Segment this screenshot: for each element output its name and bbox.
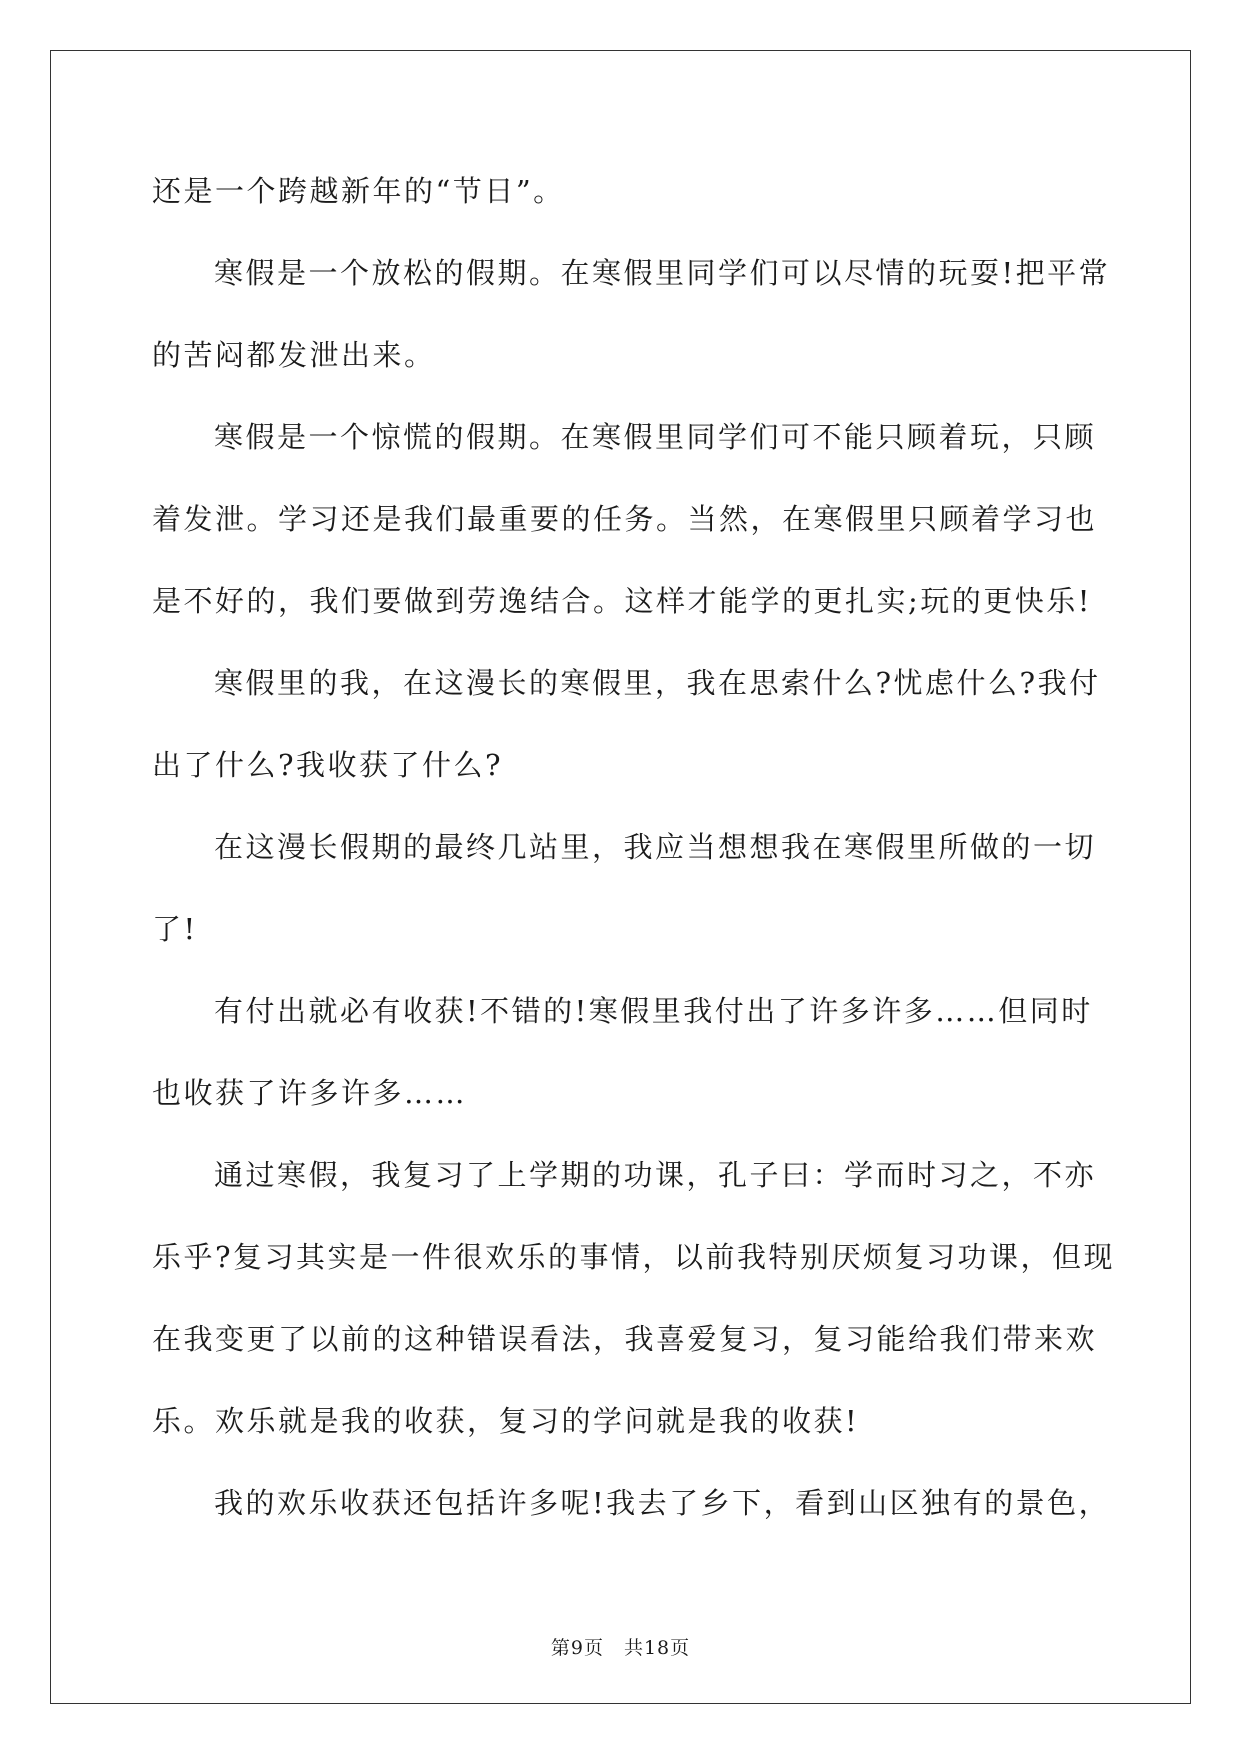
text-line: 在我变更了以前的这种错误看法，我喜爱复习，复习能给我们带来欢 bbox=[152, 1322, 1098, 1356]
text-line: 了! bbox=[152, 912, 198, 946]
text-line: 出了什么?我收获了什么? bbox=[152, 748, 504, 782]
text-line: 通过寒假，我复习了上学期的功课，孔子曰：学而时习之，不亦 bbox=[214, 1158, 1097, 1192]
document-body bbox=[152, 150, 1116, 1544]
text-line: 也收获了许多许多…… bbox=[152, 1076, 468, 1110]
text-line: 有付出就必有收获!不错的!寒假里我付出了许多许多……但同时 bbox=[214, 994, 1093, 1028]
text-line: 是不好的，我们要做到劳逸结合。这样才能学的更扎实;玩的更快乐! bbox=[152, 584, 1092, 618]
page-number: 第9页 共18页 bbox=[550, 1637, 691, 1659]
text-line: 乐。欢乐就是我的收获，复习的学问就是我的收获! bbox=[152, 1404, 860, 1438]
text-line: 寒假是一个惊慌的假期。在寒假里同学们可不能只顾着玩，只顾 bbox=[214, 420, 1097, 454]
text-line: 着发泄。学习还是我们最重要的任务。当然，在寒假里只顾着学习也 bbox=[152, 502, 1098, 536]
text-line: 还是一个跨越新年的“节日”。 bbox=[152, 174, 565, 208]
text-line: 寒假里的我，在这漫长的寒假里，我在思索什么?忧虑什么?我付 bbox=[214, 666, 1101, 700]
text-line: 在这漫长假期的最终几站里，我应当想想我在寒假里所做的一切 bbox=[214, 830, 1097, 864]
text-line: 寒假是一个放松的假期。在寒假里同学们可以尽情的玩耍!把平常 bbox=[214, 256, 1111, 290]
text-line: 乐乎?复习其实是一件很欢乐的事情，以前我特别厌烦复习功课，但现 bbox=[152, 1240, 1116, 1274]
text-line: 我的欢乐收获还包括许多呢!我去了乡下，看到山区独有的景色， bbox=[214, 1486, 1111, 1520]
text-line: 的苦闷都发泄出来。 bbox=[152, 338, 436, 372]
